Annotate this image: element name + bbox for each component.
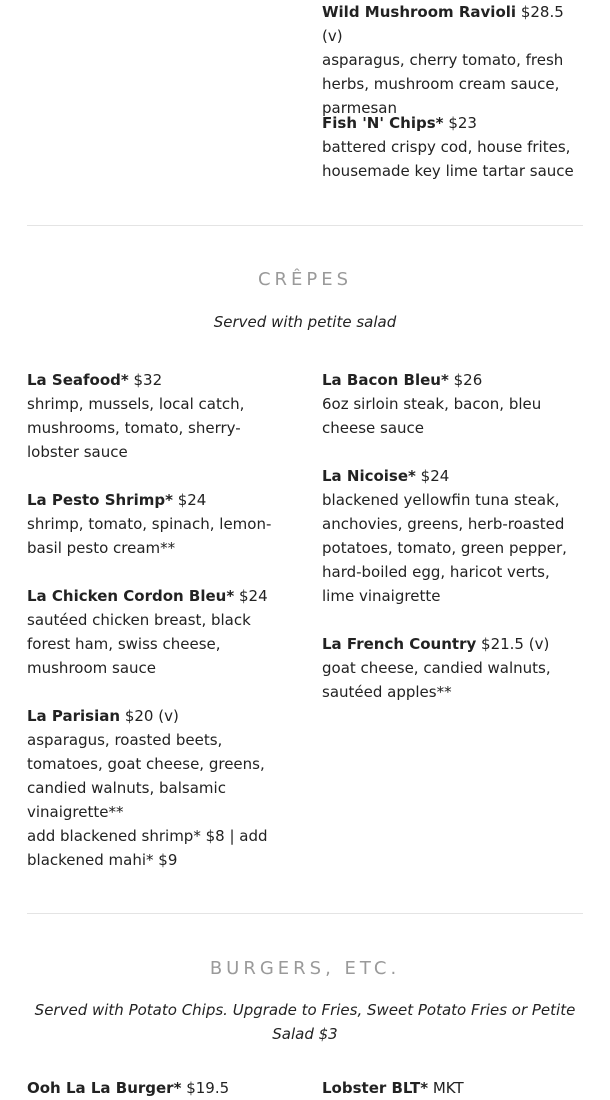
menu-item-la-nicoise [322, 464, 584, 608]
item-name: La Bacon Bleu* [322, 371, 449, 389]
item-price: $24 [238, 587, 268, 605]
menu-item-la-parisian [27, 704, 282, 872]
item-price: MKT [432, 1079, 464, 1097]
item-description: sautéed chicken breast, black forest ham, swiss cheese, mushroom sauce [27, 611, 251, 677]
crepes-section-subtitle: Served with petite salad [213, 313, 397, 331]
menu-item-la-bacon-bleu [322, 368, 584, 440]
menu-item-ooh-la-la-burger [27, 1076, 282, 1100]
item-price: $26 [453, 371, 483, 389]
menu-item-la-pesto-shrimp [27, 488, 282, 560]
item-description: blackened yellowfin tuna steak, anchovies, greens, herb-roasted potatoes, tomato, green pepper, hard-boiled egg, haricot verts, lime vinaigrette [322, 491, 567, 605]
menu-item-la-french-country [322, 632, 584, 704]
item-price: $28.5 (v) [322, 3, 564, 45]
item-name: Ooh La La Burger* [27, 1079, 182, 1097]
item-name: La Seafood* [27, 371, 129, 389]
item-description: asparagus, roasted beets, tomatoes, goat cheese, greens, candied walnuts, balsamic vinaigrette** [27, 731, 265, 821]
item-name: Fish 'N' Chips* [322, 114, 444, 132]
item-description: asparagus, cherry tomato, fresh herbs, mushroom cream sauce, parmesan [322, 51, 564, 117]
item-price: $19.5 [186, 1079, 230, 1097]
section-divider [27, 913, 583, 914]
item-name: Wild Mushroom Ravioli [322, 3, 517, 21]
crepes-section-title: CRÊPES [257, 269, 353, 290]
section-divider [27, 225, 583, 226]
item-description: goat cheese, candied walnuts, sautéed apples** [322, 659, 551, 701]
item-description: shrimp, tomato, spinach, lemon-basil pesto cream** [27, 515, 272, 557]
item-price: $20 (v) [124, 707, 179, 725]
item-name: La Nicoise* [322, 467, 416, 485]
item-description: 6oz sirloin steak, bacon, bleu cheese sauce [322, 395, 542, 437]
item-price: $21.5 (v) [481, 635, 550, 653]
item-description: shrimp, mussels, local catch, mushrooms, tomato, sherry-lobster sauce [27, 395, 245, 461]
item-name: Lobster BLT* [322, 1079, 429, 1097]
item-name: La Chicken Cordon Bleu* [27, 587, 235, 605]
item-description: battered crispy cod, house frites, housemade key lime tartar sauce [322, 138, 574, 180]
item-price: $23 [448, 114, 477, 132]
menu-item-fish-n-chips [322, 111, 584, 183]
menu-item-wild-mushroom-ravioli [322, 0, 584, 120]
item-price: $32 [133, 371, 163, 389]
item-name: La Pesto Shrimp* [27, 491, 173, 509]
item-addon: add blackened shrimp* $8 | add blackened mahi* $9 [27, 827, 268, 869]
item-price: $24 [177, 491, 207, 509]
burgers-section-title: BURGERS, ETC. [209, 958, 401, 979]
menu-item-la-seafood [27, 368, 282, 464]
item-name: La French Country [322, 635, 477, 653]
menu-item-la-chicken-cordon-bleu [27, 584, 282, 680]
item-name: La Parisian [27, 707, 121, 725]
item-price: $24 [420, 467, 450, 485]
burgers-section-subtitle: Served with Potato Chips. Upgrade to Fries, Sweet Potato Fries or Petite Salad $3 [34, 1001, 576, 1043]
menu-item-lobster-blt [322, 1076, 584, 1100]
